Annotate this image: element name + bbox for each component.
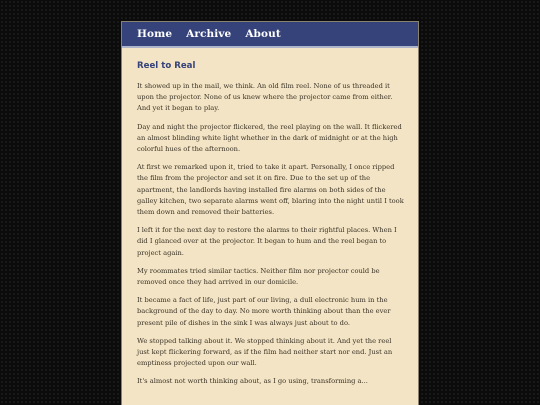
page-container [121, 21, 419, 405]
post-paragraph: Day and night the projector flickered, the reel playing on the wall. It flickered an almost blinding white light whether in the dark of midnight or at the high colorful hues of the afternoon. [137, 122, 402, 154]
post-paragraph: We stopped talking about it. We stopped thinking about it. And yet the reel just kept flickering forward, as if the film had neither start nor end. Just an emptiness projected upon our wall. [137, 336, 393, 368]
post-paragraph: I left it for the next day to restore the alarms to their rightful places. When I did I glanced over at the projector. It began to hum and the reel began to project again. [137, 226, 397, 257]
post-paragraph: My roommates tried similar tactics. Neither film nor projector could be removed once they had arrived in our domicile. [137, 266, 380, 287]
post-paragraph: It showed up in the mail, we think. An old film reel. None of us threaded it upon the projector. None of us knew where the projector came from either. And yet it began to play. [137, 82, 393, 113]
post-title[interactable]: Reel to Real [137, 61, 196, 71]
post-content [122, 48, 418, 388]
top-navbar [122, 22, 418, 48]
nav-about-link[interactable]: About [245, 28, 281, 40]
post-paragraph: It became a fact of life, just part of our living, a dull electronic hum in the background of the day to day. No more worth thinking about than the ever present pile of dishes in the sink I was always just about to do. [137, 296, 391, 327]
post-paragraph: It's almost not worth thinking about, as I go using, transforming a... [137, 377, 368, 386]
post-paragraph: At first we remarked upon it, tried to take it apart. Personally, I once ripped the film from the projector and set it on fire. Due to the set up of the apartment, the landlords having installed fire alarms on both sides of the galley kitchen, two separate alarms went off, blaring into the night until I took them down and removed their batteries. [137, 163, 404, 217]
nav-archive-link[interactable]: Archive [186, 28, 232, 40]
nav-home-link[interactable]: Home [137, 28, 173, 40]
